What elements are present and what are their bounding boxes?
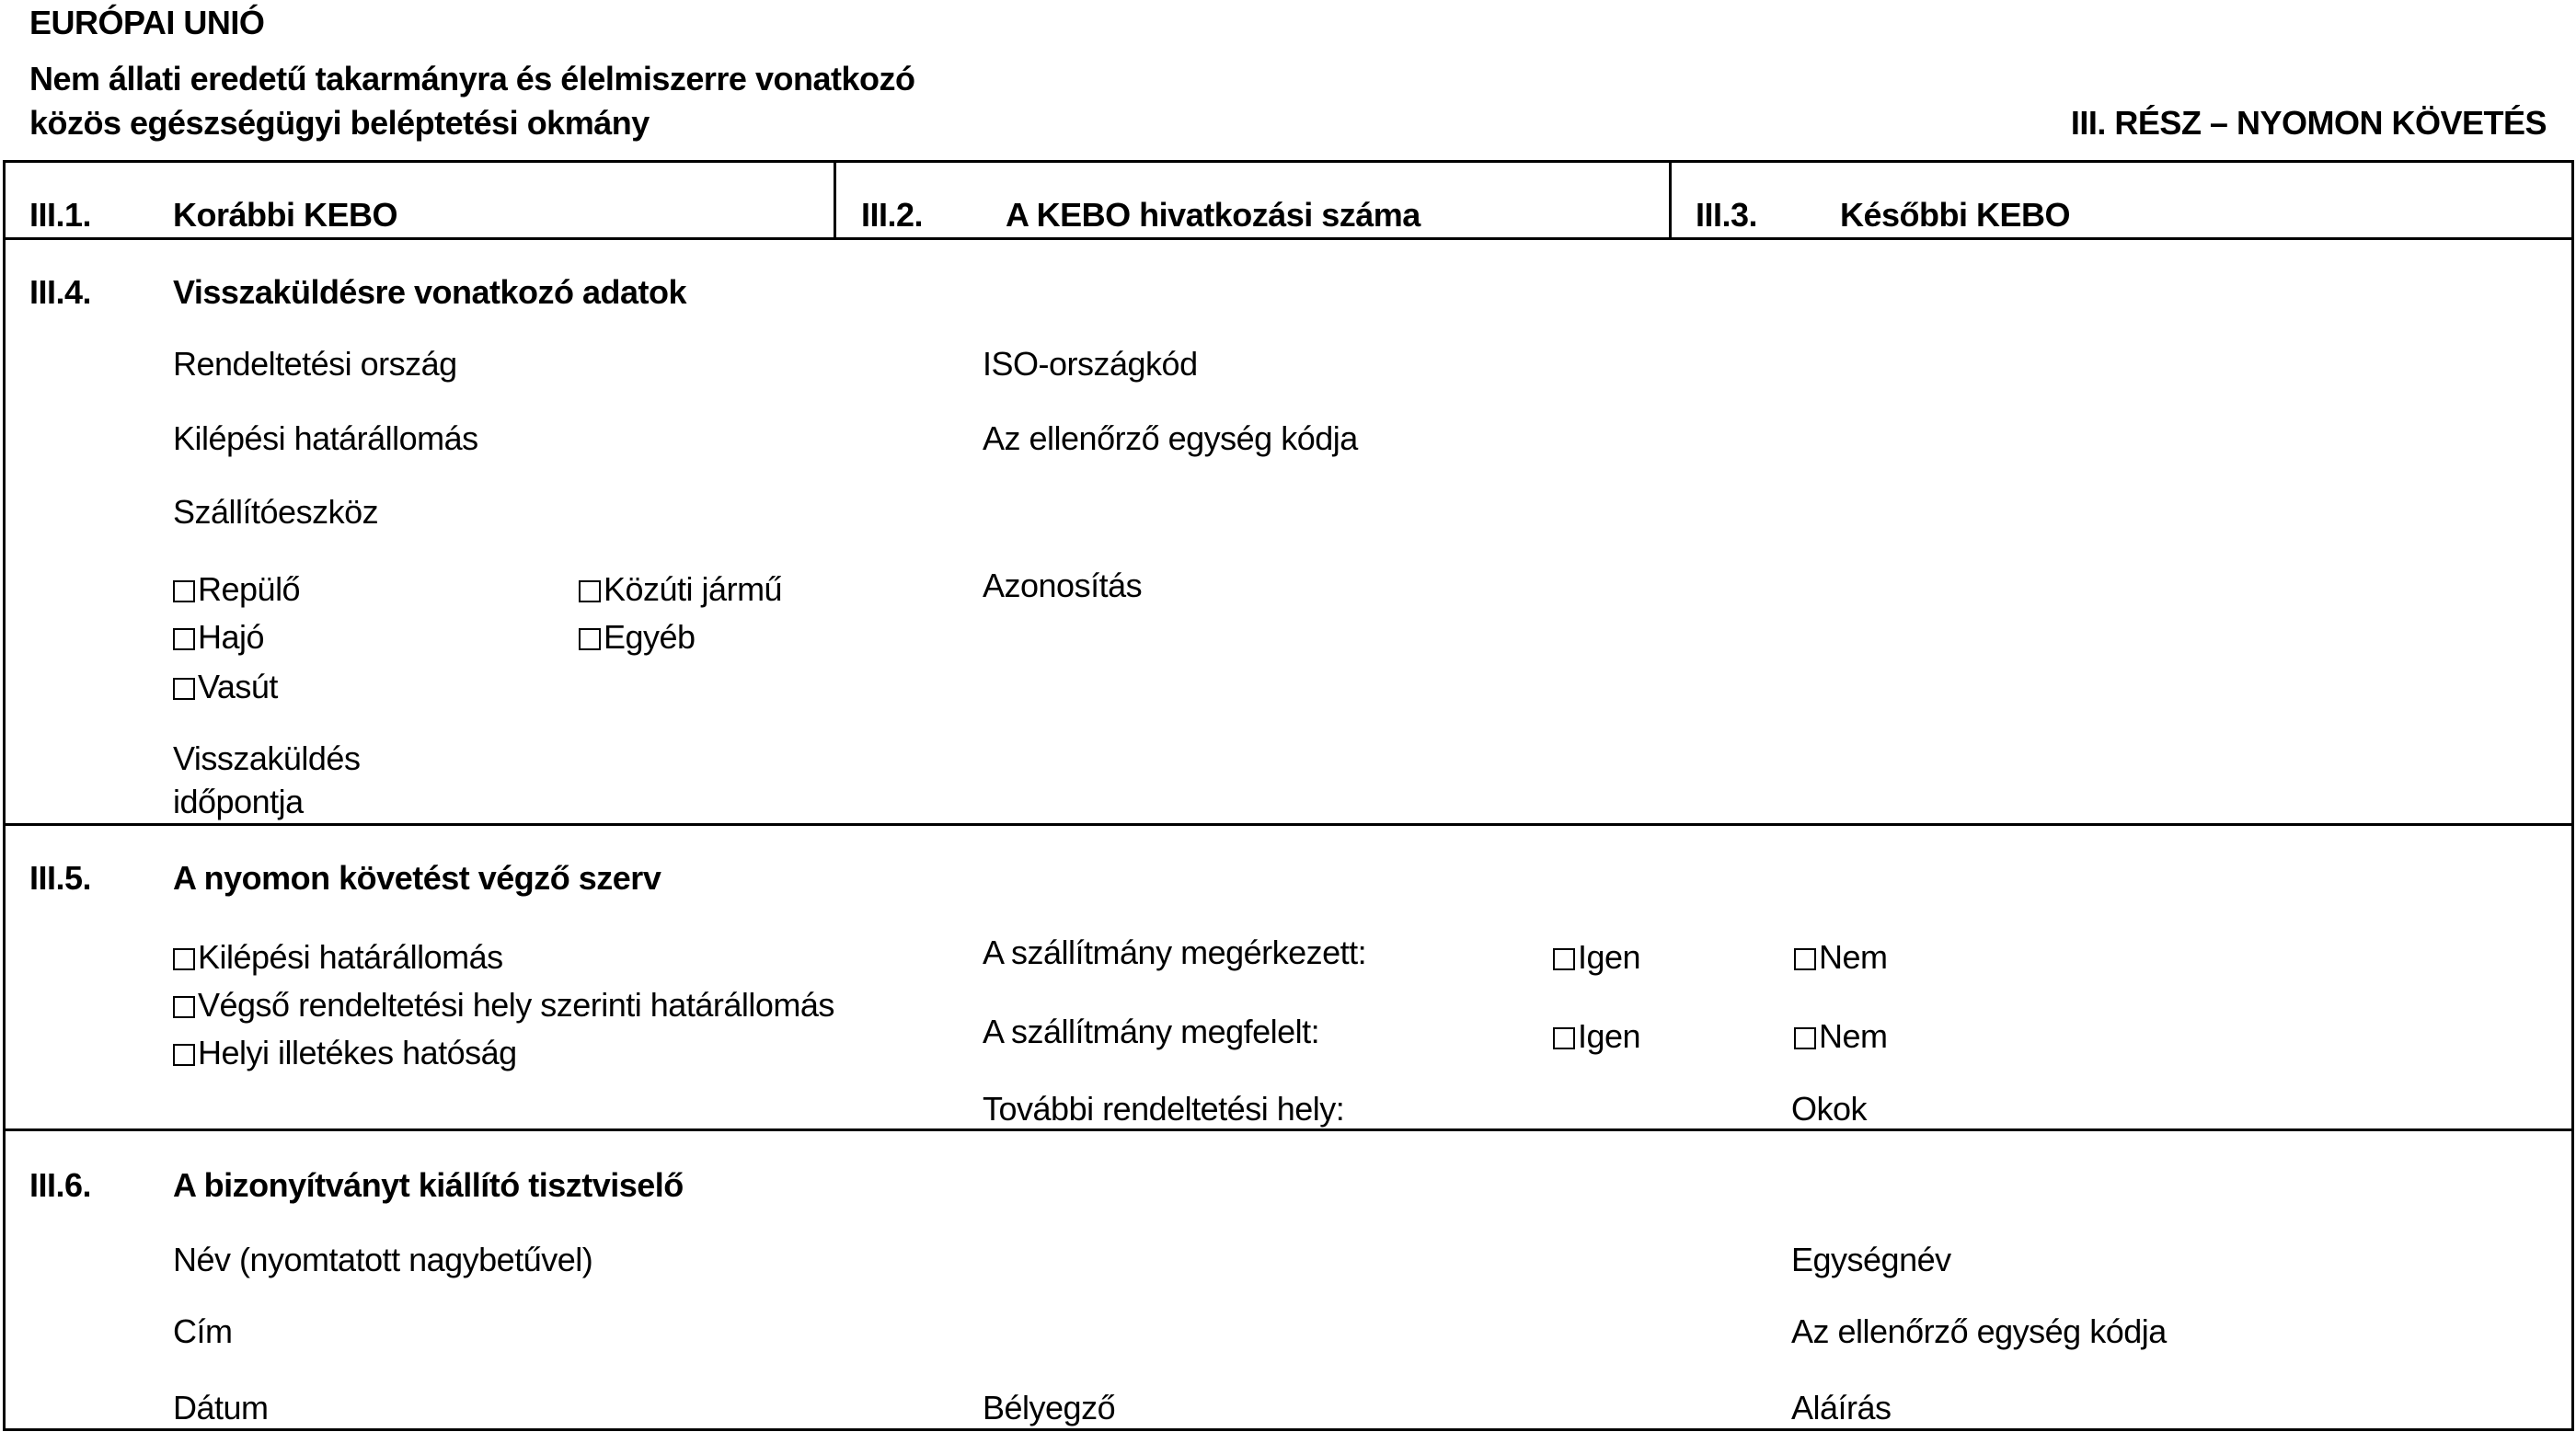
form-title-line2: közös egészségügyi beléptetési okmány [29, 104, 650, 142]
divider [1669, 160, 1672, 239]
label-unit-code: Az ellenőrző egység kódja [1791, 1312, 2167, 1350]
label-name: Név (nyomtatott nagybetűvel) [173, 1241, 593, 1278]
section-title: A bizonyítványt kiállító tisztviselő [173, 1166, 684, 1204]
label-unit-name: Egységnév [1791, 1241, 1951, 1278]
field-number: III.2. [861, 196, 924, 234]
label-stamp: Bélyegző [983, 1389, 1116, 1426]
field-number: III.3. [1696, 196, 1758, 234]
checkbox-road[interactable]: Közúti jármű [579, 569, 782, 610]
field-label-later-kebo: Későbbi KEBO [1840, 196, 2071, 234]
label-transport: Szállítóeszköz [173, 493, 379, 531]
divider [3, 237, 2574, 240]
label-arrived: A szállítmány megérkezett: [983, 934, 1367, 971]
label-unit-code: Az ellenőrző egység kódja [983, 419, 1358, 457]
checkbox-ship[interactable]: Hajó [173, 617, 264, 658]
checkbox-conform-no[interactable]: Nem [1794, 1016, 1888, 1057]
label-conform: A szállítmány megfelelt: [983, 1013, 1320, 1050]
checkbox-arrived-yes[interactable]: Igen [1553, 937, 1640, 978]
section-number: III.4. [29, 273, 92, 311]
divider [3, 823, 2574, 826]
checkbox-conform-yes[interactable]: Igen [1553, 1016, 1640, 1057]
label-return-date-2: időpontja [173, 783, 304, 820]
label-address: Cím [173, 1312, 233, 1350]
section-number: III.6. [29, 1166, 92, 1204]
checkbox-exit-post[interactable]: Kilépési határállomás [173, 937, 503, 978]
checkbox-final-post[interactable]: Végső rendeltetési hely szerinti határállomás [173, 985, 834, 1025]
label-further-destination: További rendeltetési hely: [983, 1090, 1345, 1128]
label-return-date-1: Visszaküldés [173, 739, 361, 777]
field-label-previous-kebo: Korábbi KEBO [173, 196, 398, 234]
checkbox-local-authority[interactable]: Helyi illetékes hatóság [173, 1033, 517, 1073]
label-iso: ISO-országkód [983, 345, 1198, 383]
part-title: III. RÉSZ – NYOMON KÖVETÉS [2070, 104, 2547, 142]
checkbox-arrived-no[interactable]: Nem [1794, 937, 1888, 978]
label-signature: Aláírás [1791, 1389, 1892, 1426]
label-date: Dátum [173, 1389, 269, 1426]
field-label-kebo-reference: A KEBO hivatkozási száma [1006, 196, 1420, 234]
section-title: A nyomon követést végző szerv [173, 859, 661, 897]
border-left [3, 160, 6, 1431]
checkbox-plane[interactable]: Repülő [173, 569, 300, 610]
checkbox-other[interactable]: Egyéb [579, 617, 696, 658]
checkbox-rail[interactable]: Vasút [173, 667, 278, 707]
field-number: III.1. [29, 196, 92, 234]
divider [3, 160, 2574, 163]
label-identification: Azonosítás [983, 567, 1143, 604]
label-reasons: Okok [1791, 1090, 1868, 1128]
form-title-line1: Nem állati eredetű takarmányra és élelmiszerre vonatkozó [29, 60, 915, 97]
org-heading: EURÓPAI UNIÓ [29, 4, 265, 41]
divider [3, 1428, 2574, 1431]
divider [834, 160, 836, 239]
label-country: Rendeltetési ország [173, 345, 457, 383]
section-number: III.5. [29, 859, 92, 897]
section-title: Visszaküldésre vonatkozó adatok [173, 273, 687, 311]
label-exit: Kilépési határállomás [173, 419, 478, 457]
border-right [2571, 160, 2574, 1431]
